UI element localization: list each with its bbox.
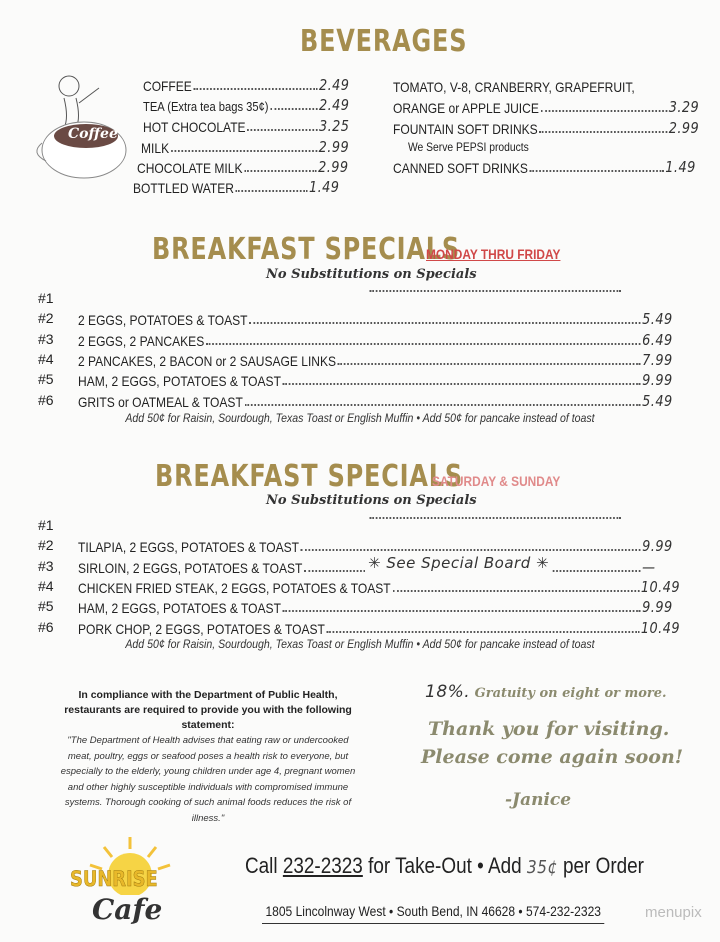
- phone-link[interactable]: 232-2323: [282, 853, 363, 878]
- item-name: HOT CHOCOLATE: [143, 119, 246, 135]
- item-name: ORANGE or APPLE JUICE: [393, 100, 539, 116]
- item-number: #4: [38, 577, 54, 594]
- menu-item: [137, 158, 349, 176]
- item-price: 3.29: [668, 98, 700, 116]
- weekday-note: Add 50¢ for Raisin, Sourdough, Texas Toast or English Muffin • Add 50¢ for pancake instead of toast: [125, 411, 595, 425]
- menu-item: [393, 119, 699, 137]
- item-name: 2 EGGS, POTATOES & TOAST: [78, 312, 248, 329]
- gratuity: [425, 682, 667, 702]
- item-number: #6: [38, 391, 54, 408]
- item-name: GRITS or OATMEAL & TOAST: [78, 393, 243, 410]
- menu-item: [78, 578, 680, 596]
- item-price: 2.49: [318, 76, 350, 94]
- item-number: #1: [38, 290, 54, 306]
- item-price: 9.99: [642, 598, 673, 617]
- item-number: #2: [38, 310, 54, 327]
- menu-item: [78, 619, 680, 637]
- item-price: 10.49: [640, 618, 680, 637]
- item-price: 3.25: [318, 117, 350, 135]
- pepsi-note: [408, 140, 529, 154]
- item-price: 7.99: [642, 350, 673, 369]
- menu-item: [368, 517, 660, 523]
- item-price: 9.99: [642, 537, 673, 556]
- logo-sunrise-text: SUNRISE: [70, 867, 158, 891]
- item-name: We Serve PEPSI products: [408, 140, 529, 154]
- menu-item: [368, 290, 660, 296]
- item-price: 5.49: [642, 391, 673, 410]
- item-name: COFFEE: [143, 78, 192, 94]
- item-number: #4: [38, 350, 54, 367]
- menu-item: [133, 178, 339, 196]
- item-number: #2: [38, 537, 54, 554]
- menu-item: [78, 598, 680, 616]
- weekend-days: SATURDAY & SUNDAY: [432, 473, 561, 489]
- gratuity-percent: 18%.: [425, 682, 471, 702]
- weekday-days: MONDAY THRU FRIDAY: [426, 246, 561, 262]
- weekend-note: Add 50¢ for Raisin, Sourdough, Texas Toast or English Muffin • Add 50¢ for pancake instead of toast: [125, 637, 595, 651]
- item-name: CHOCOLATE MILK: [137, 160, 243, 176]
- menu-item: [143, 96, 349, 114]
- item-name: HAM, 2 EGGS, POTATOES & TOAST: [78, 600, 281, 617]
- item-name: TEA (Extra tea bags 35¢): [143, 99, 269, 114]
- menu-item: [393, 79, 635, 95]
- item-number: #1: [38, 517, 54, 533]
- thanks-line-1: Thank you for visiting.: [428, 718, 670, 740]
- coffee-logo: [34, 68, 134, 180]
- item-price: 2.99: [668, 119, 700, 137]
- call-label: Call: [245, 853, 278, 878]
- item-name: FOUNTAIN SOFT DRINKS: [393, 121, 538, 137]
- thanks-line-2: Please come again soon!: [421, 746, 684, 768]
- item-name: BOTTLED WATER: [133, 180, 235, 196]
- item-price: 6.49: [642, 330, 673, 349]
- compliance-heading: In compliance with the Department of Public Health, restaurants are required to provide you with the following statement:: [64, 689, 352, 731]
- watermark: menupix: [645, 904, 702, 921]
- item-price: 9.99: [642, 371, 673, 390]
- menu-item: [78, 331, 680, 349]
- address: 1805 Lincolnway West • South Bend, IN 46628 • 574-232-2323: [262, 903, 604, 924]
- takeout-text: for Take-Out • Add: [368, 853, 522, 878]
- item-name: TOMATO, V-8, CRANBERRY, GRAPEFRUIT,: [393, 79, 635, 95]
- item-name: PORK CHOP, 2 EGGS, POTATOES & TOAST: [78, 620, 325, 637]
- gratuity-text: Gratuity on eight or more.: [474, 686, 667, 701]
- item-price: 2.99: [318, 138, 350, 156]
- weekday-title: BREAKFAST SPECIALS: [152, 232, 460, 267]
- menu-item: [393, 158, 696, 176]
- item-number: #3: [38, 330, 54, 347]
- menu-item: [78, 392, 680, 410]
- item-name: 2 PANCAKES, 2 BACON or 2 SAUSAGE LINKS: [78, 352, 337, 369]
- item-price: 2.49: [318, 96, 350, 114]
- menu-item: [78, 371, 680, 389]
- item-number: #5: [38, 598, 54, 615]
- weekday-subtitle: No Substitutions on Specials: [266, 267, 477, 282]
- item-name: SIRLOIN, 2 EGGS, POTATOES & TOAST: [78, 559, 303, 576]
- signature: -Janice: [505, 790, 572, 810]
- item-name: CANNED SOFT DRINKS: [393, 160, 528, 176]
- menu-item: [78, 310, 680, 328]
- menu-item: [78, 537, 680, 555]
- takeout-line: [245, 853, 644, 879]
- item-price: 10.49: [640, 577, 680, 596]
- beverages-title: BEVERAGES: [300, 24, 468, 59]
- item-name: TILAPIA, 2 EGGS, POTATOES & TOAST: [78, 539, 300, 556]
- compliance-statement: "The Department of Health advises that eating raw or undercooked meat, poultry, eggs or seafood poses a health risk to everyone, but especially to the elderly, young children under age 4, pregnant women and other highly susceptible individuals with compromised immune systems. Thorough cooking of such animal foods reduces the risk of illness.": [60, 735, 356, 824]
- item-number: #6: [38, 618, 54, 635]
- item-name: 2 EGGS, 2 PANCAKES: [78, 332, 205, 349]
- item-name: CHICKEN FRIED STEAK, 2 EGGS, POTATOES & TOAST: [78, 579, 391, 596]
- item-name: MILK: [141, 140, 170, 156]
- takeout-fee: 35¢: [526, 857, 558, 878]
- menu-item: [143, 76, 349, 94]
- sunrise-cafe-logo: [68, 835, 188, 930]
- item-price: 1.49: [308, 178, 340, 196]
- menu-item: [141, 138, 349, 156]
- per-order-text: per Order: [562, 853, 644, 878]
- logo-cafe-text: Cafe: [92, 893, 163, 926]
- item-price: 5.49: [642, 310, 673, 329]
- special-board-note: ✳ See Special Board ✳: [365, 554, 552, 572]
- menu-item: [143, 117, 349, 135]
- menu-item: [393, 98, 699, 116]
- item-price: —: [642, 557, 656, 576]
- item-number: #5: [38, 371, 54, 388]
- item-number: #3: [38, 557, 54, 574]
- coffee-logo-text: Coffee: [68, 126, 118, 142]
- item-price: 1.49: [665, 158, 696, 176]
- menu-item: [78, 351, 680, 369]
- item-price: 2.99: [318, 158, 349, 176]
- weekend-subtitle: No Substitutions on Specials: [266, 493, 477, 508]
- item-name: HAM, 2 EGGS, POTATOES & TOAST: [78, 373, 281, 390]
- weekend-title: BREAKFAST SPECIALS: [155, 459, 463, 494]
